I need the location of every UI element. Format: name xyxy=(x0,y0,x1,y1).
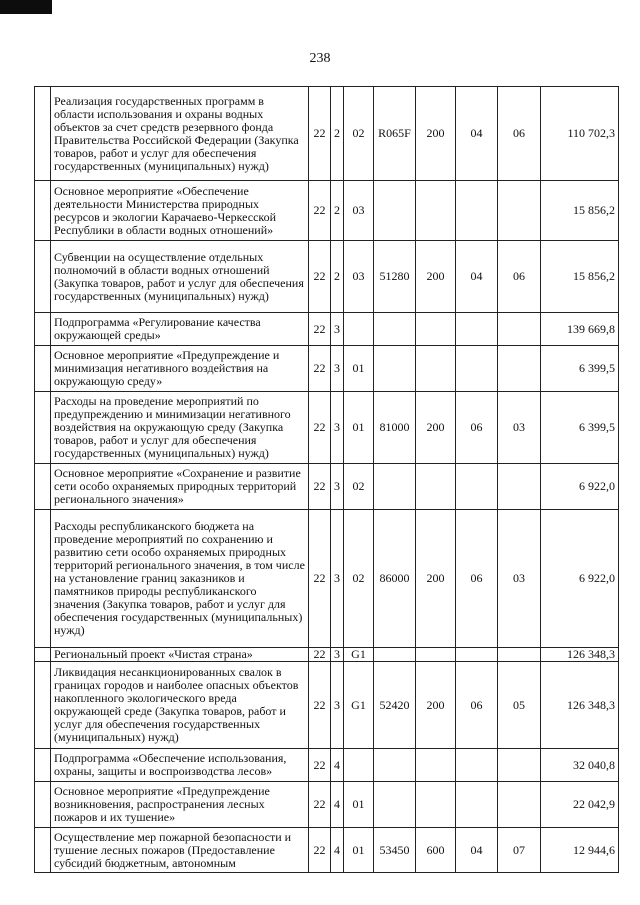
pp-cell: 3 xyxy=(331,510,344,648)
amount-cell: 139 669,8 xyxy=(541,313,619,346)
direction-cell xyxy=(374,346,416,392)
pp-cell: 3 xyxy=(331,662,344,749)
direction-cell xyxy=(374,749,416,782)
rz-cell: 04 xyxy=(456,241,498,313)
pp-cell: 3 xyxy=(331,392,344,464)
direction-cell: R065F xyxy=(374,87,416,181)
pr-cell: 06 xyxy=(498,241,541,313)
om-cell: 03 xyxy=(344,241,374,313)
item-name-cell: Основное мероприятие «Предупреждение и минимизация негативного воздействия на окружающую среду» xyxy=(51,346,309,392)
gp-cell: 22 xyxy=(309,346,331,392)
direction-cell xyxy=(374,181,416,241)
table-row xyxy=(35,749,619,782)
om-cell: G1 xyxy=(344,648,374,662)
amount-cell: 15 856,2 xyxy=(541,181,619,241)
amount-cell: 6 399,5 xyxy=(541,392,619,464)
table-row xyxy=(35,662,619,749)
item-name-cell: Расходы республиканского бюджета на проведение мероприятий по сохранению и развитию сети особо охраняемых природных территорий регионального значения, в том числе на установление границ заказников и памятников природы республиканского значения (Закупка товаров, работ и услуг для обеспечения государственных (муниципальных) нужд) xyxy=(51,510,309,648)
vr-cell: 200 xyxy=(416,392,456,464)
item-name-cell: Основное мероприятие «Сохранение и развитие сети особо охраняемых природных территорий регионального значения» xyxy=(51,464,309,510)
item-name-cell: Региональный проект «Чистая страна» xyxy=(51,648,309,662)
vr-cell xyxy=(416,313,456,346)
pr-cell xyxy=(498,181,541,241)
pr-cell xyxy=(498,749,541,782)
row-margin-cell xyxy=(35,87,51,181)
pr-cell: 03 xyxy=(498,392,541,464)
pr-cell: 03 xyxy=(498,510,541,648)
gp-cell: 22 xyxy=(309,749,331,782)
vr-cell: 200 xyxy=(416,87,456,181)
om-cell: 01 xyxy=(344,392,374,464)
pp-cell: 3 xyxy=(331,648,344,662)
row-margin-cell xyxy=(35,749,51,782)
row-margin-cell xyxy=(35,313,51,346)
pp-cell: 4 xyxy=(331,782,344,828)
table-row xyxy=(35,313,619,346)
row-margin-cell xyxy=(35,782,51,828)
rz-cell: 04 xyxy=(456,87,498,181)
pr-cell xyxy=(498,648,541,662)
gp-cell: 22 xyxy=(309,782,331,828)
om-cell: 03 xyxy=(344,181,374,241)
amount-cell: 6 922,0 xyxy=(541,464,619,510)
item-name-cell: Реализация государственных программ в области использования и охраны водных объектов за счет средств резервного фонда Правительства Российской Федерации (Закупка товаров, работ и услуг для обеспечения государственных (муниципальных) нужд) xyxy=(51,87,309,181)
rz-cell xyxy=(456,181,498,241)
vr-cell: 200 xyxy=(416,662,456,749)
direction-cell: 51280 xyxy=(374,241,416,313)
direction-cell: 52420 xyxy=(374,662,416,749)
row-margin-cell xyxy=(35,181,51,241)
pr-cell xyxy=(498,464,541,510)
rz-cell xyxy=(456,782,498,828)
pp-cell: 3 xyxy=(331,346,344,392)
rz-cell xyxy=(456,648,498,662)
pr-cell: 05 xyxy=(498,662,541,749)
amount-cell: 126 348,3 xyxy=(541,662,619,749)
rz-cell: 06 xyxy=(456,510,498,648)
pr-cell xyxy=(498,782,541,828)
vr-cell: 600 xyxy=(416,828,456,873)
pp-cell: 2 xyxy=(331,87,344,181)
om-cell: G1 xyxy=(344,662,374,749)
item-name-cell: Подпрограмма «Обеспечение использования, охраны, защиты и воспроизводства лесов» xyxy=(51,749,309,782)
rz-cell xyxy=(456,464,498,510)
row-margin-cell xyxy=(35,392,51,464)
direction-cell: 81000 xyxy=(374,392,416,464)
vr-cell xyxy=(416,464,456,510)
om-cell: 01 xyxy=(344,828,374,873)
rz-cell xyxy=(456,313,498,346)
table-row xyxy=(35,648,619,662)
row-margin-cell xyxy=(35,662,51,749)
vr-cell xyxy=(416,181,456,241)
item-name-cell: Подпрограмма «Регулирование качества окружающей среды» xyxy=(51,313,309,346)
table-row xyxy=(35,392,619,464)
vr-cell xyxy=(416,749,456,782)
om-cell: 01 xyxy=(344,782,374,828)
vr-cell: 200 xyxy=(416,241,456,313)
table-row xyxy=(35,464,619,510)
pp-cell: 4 xyxy=(331,828,344,873)
table-row xyxy=(35,510,619,648)
direction-cell: 53450 xyxy=(374,828,416,873)
row-margin-cell xyxy=(35,346,51,392)
direction-cell xyxy=(374,648,416,662)
om-cell xyxy=(344,313,374,346)
amount-cell: 110 702,3 xyxy=(541,87,619,181)
vr-cell xyxy=(416,782,456,828)
vr-cell xyxy=(416,346,456,392)
table-row xyxy=(35,782,619,828)
row-margin-cell xyxy=(35,241,51,313)
pp-cell: 4 xyxy=(331,749,344,782)
amount-cell: 6 922,0 xyxy=(541,510,619,648)
table-row xyxy=(35,828,619,873)
table-row xyxy=(35,181,619,241)
item-name-cell: Осуществление мер пожарной безопасности и тушение лесных пожаров (Предоставление субсидий бюджетным, автономным xyxy=(51,828,309,873)
amount-cell: 32 040,8 xyxy=(541,749,619,782)
pr-cell: 07 xyxy=(498,828,541,873)
gp-cell: 22 xyxy=(309,648,331,662)
gp-cell: 22 xyxy=(309,181,331,241)
om-cell: 01 xyxy=(344,346,374,392)
direction-cell xyxy=(374,464,416,510)
rz-cell: 06 xyxy=(456,662,498,749)
amount-cell: 126 348,3 xyxy=(541,648,619,662)
gp-cell: 22 xyxy=(309,87,331,181)
pp-cell: 2 xyxy=(331,241,344,313)
amount-cell: 12 944,6 xyxy=(541,828,619,873)
row-margin-cell xyxy=(35,464,51,510)
direction-cell: 86000 xyxy=(374,510,416,648)
gp-cell: 22 xyxy=(309,241,331,313)
table-row xyxy=(35,87,619,181)
om-cell xyxy=(344,749,374,782)
om-cell: 02 xyxy=(344,464,374,510)
gp-cell: 22 xyxy=(309,828,331,873)
direction-cell xyxy=(374,313,416,346)
om-cell: 02 xyxy=(344,510,374,648)
budget-table-body xyxy=(35,87,619,873)
pr-cell: 06 xyxy=(498,87,541,181)
amount-cell: 6 399,5 xyxy=(541,346,619,392)
pr-cell xyxy=(498,346,541,392)
row-margin-cell xyxy=(35,510,51,648)
item-name-cell: Расходы на проведение мероприятий по предупреждению и минимизации негативного воздействия на окружающую среду (Закупка товаров, работ и услуг для обеспечения государственных (муниципальных) нужд) xyxy=(51,392,309,464)
rz-cell: 06 xyxy=(456,392,498,464)
vr-cell xyxy=(416,648,456,662)
gp-cell: 22 xyxy=(309,510,331,648)
page-number: 238 xyxy=(309,51,331,66)
table-row xyxy=(35,346,619,392)
item-name-cell: Основное мероприятие «Предупреждение возникновения, распространения лесных пожаров и их тушение» xyxy=(51,782,309,828)
amount-cell: 22 042,9 xyxy=(541,782,619,828)
vr-cell: 200 xyxy=(416,510,456,648)
row-margin-cell xyxy=(35,828,51,873)
rz-cell xyxy=(456,749,498,782)
gp-cell: 22 xyxy=(309,662,331,749)
pp-cell: 3 xyxy=(331,464,344,510)
gp-cell: 22 xyxy=(309,392,331,464)
rz-cell xyxy=(456,346,498,392)
scan-corner-mark xyxy=(0,0,52,14)
pp-cell: 3 xyxy=(331,313,344,346)
item-name-cell: Ликвидация несанкционированных свалок в границах городов и наиболее опасных объектов накопленного экологического вреда окружающей среде (Закупка товаров, работ и услуг для обеспечения государственных (муниципальных) нужд) xyxy=(51,662,309,749)
gp-cell: 22 xyxy=(309,464,331,510)
row-margin-cell xyxy=(35,648,51,662)
item-name-cell: Субвенции на осуществление отдельных полномочий в области водных отношений (Закупка товаров, работ и услуг для обеспечения государственных (муниципальных) нужд) xyxy=(51,241,309,313)
pr-cell xyxy=(498,313,541,346)
pp-cell: 2 xyxy=(331,181,344,241)
amount-cell: 15 856,2 xyxy=(541,241,619,313)
gp-cell: 22 xyxy=(309,313,331,346)
rz-cell: 04 xyxy=(456,828,498,873)
budget-table xyxy=(34,86,619,873)
table-row xyxy=(35,241,619,313)
direction-cell xyxy=(374,782,416,828)
item-name-cell: Основное мероприятие «Обеспечение деятельности Министерства природных ресурсов и экологии Карачаево-Черкесской Республики в области водных отношений» xyxy=(51,181,309,241)
om-cell: 02 xyxy=(344,87,374,181)
